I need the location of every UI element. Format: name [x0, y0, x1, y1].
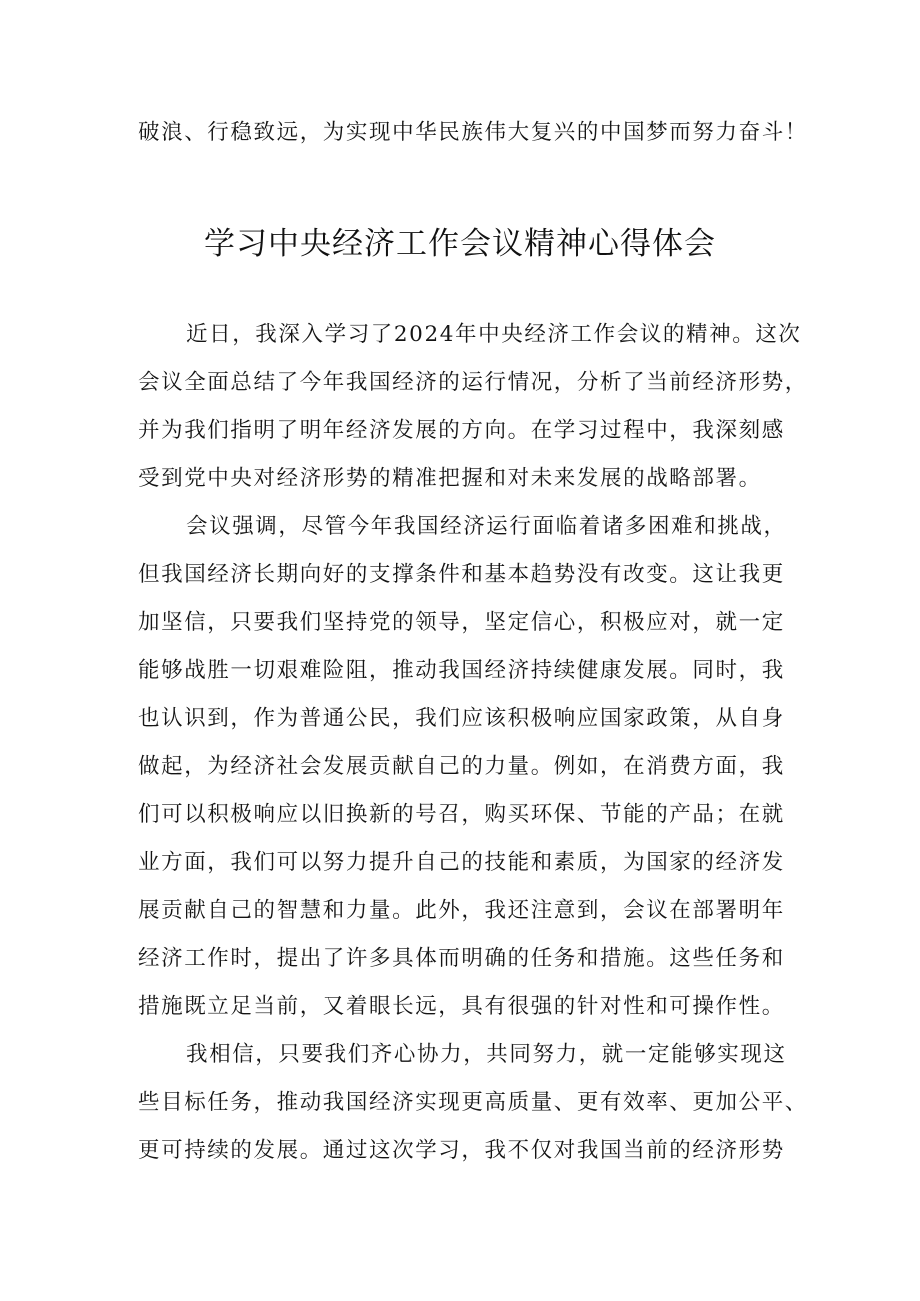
paragraph-2-line-2: 但我国经济长期向好的支撑条件和基本趋势没有改变。这让我更 [138, 562, 785, 587]
paragraph-1-line-2: 会议全面总结了今年我国经济的运行情况，分析了当前经济形势， [138, 370, 808, 395]
paragraph-2-line-5: 也认识到，作为普通公民，我们应该积极响应国家政策，从自身 [138, 706, 785, 731]
paragraph-2-line-9: 展贡献自己的智慧和力量。此外，我还注意到，会议在部署明年 [138, 898, 785, 923]
paragraph-2-line-11: 措施既立足当前，又着眼长远，具有很强的针对性和可操作性。 [138, 994, 785, 1019]
document-title: 学习中央经济工作会议精神心得体会 [204, 226, 716, 262]
paragraph-1-line-3: 并为我们指明了明年经济发展的方向。在学习过程中，我深刻感 [138, 418, 785, 443]
paragraph-2-line-6: 做起，为经济社会发展贡献自己的力量。例如，在消费方面，我 [138, 754, 785, 779]
paragraph-2-line-10: 经济工作时，提出了许多具体而明确的任务和措施。这些任务和 [138, 946, 785, 971]
paragraph-1-line-1: 近日，我深入学习了2024年中央经济工作会议的精神。这次 [186, 322, 802, 347]
paragraph-2-line-7: 们可以积极响应以旧换新的号召，购买环保、节能的产品；在就 [138, 802, 785, 827]
paragraph-3-line-2: 些目标任务，推动我国经济实现更高质量、更有效率、更加公平、 [138, 1090, 808, 1115]
paragraph-2-line-4: 能够战胜一切艰难险阻，推动我国经济持续健康发展。同时，我 [138, 658, 785, 683]
paragraph-1-line-4: 受到党中央对经济形势的精准把握和对未来发展的战略部署。 [138, 466, 762, 491]
text-line-top: 破浪、行稳致远，为实现中华民族伟大复兴的中国梦而努力奋斗！ [138, 120, 808, 145]
paragraph-3-line-3: 更可持续的发展。通过这次学习，我不仅对我国当前的经济形势 [138, 1138, 785, 1163]
paragraph-2-line-3: 加坚信，只要我们坚持党的领导，坚定信心，积极应对，就一定 [138, 610, 785, 635]
paragraph-2-line-1: 会议强调，尽管今年我国经济运行面临着诸多困难和挑战， [186, 514, 787, 539]
paragraph-2-line-8: 业方面，我们可以努力提升自己的技能和素质，为国家的经济发 [138, 850, 785, 875]
paragraph-3-line-1: 我相信，只要我们齐心协力，共同努力，就一定能够实现这 [186, 1042, 787, 1067]
